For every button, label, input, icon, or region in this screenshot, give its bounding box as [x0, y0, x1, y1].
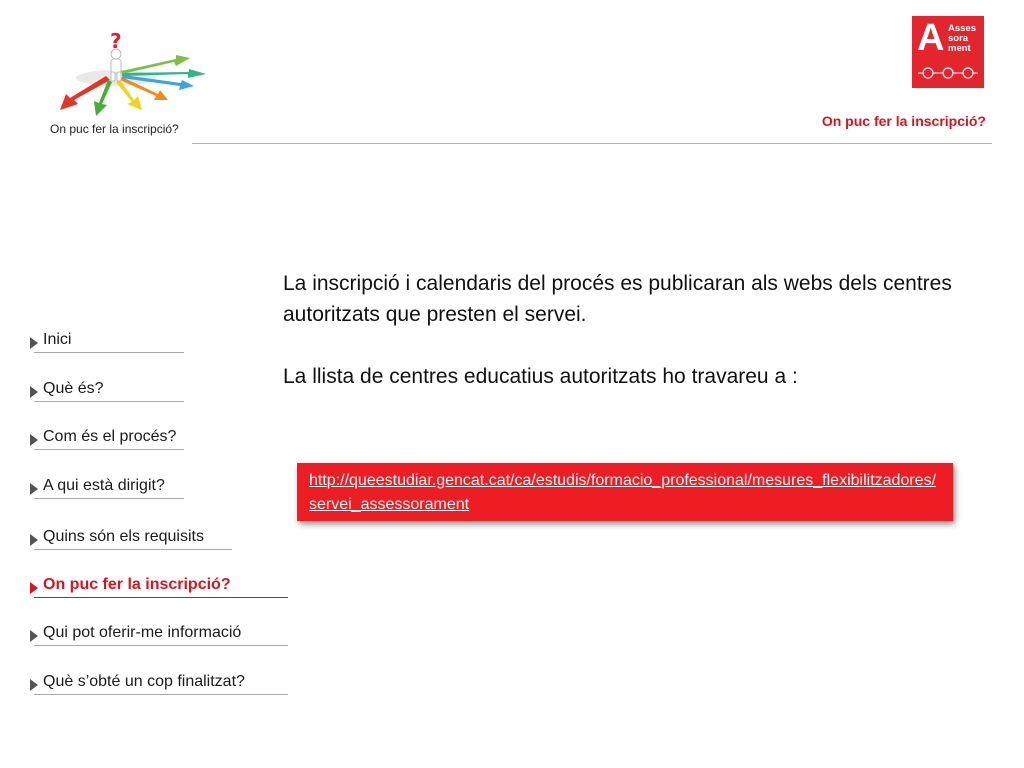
- main-content: [283, 268, 983, 392]
- logo-caption: On puc fer la inscripció?: [50, 122, 179, 136]
- nav-item-label: Quins són els requisits: [43, 528, 204, 545]
- brand-wordmark: [948, 24, 976, 54]
- nav-underline: [34, 549, 232, 550]
- nav-item-label: Com és el procés?: [43, 428, 177, 445]
- nav-item-label: Què és?: [43, 380, 104, 397]
- brand-word-line: sora: [948, 33, 969, 44]
- logo-illustration: [52, 28, 212, 120]
- nav-item-label: A qui està dirigit?: [43, 477, 165, 494]
- arrow-right-icon: [28, 482, 40, 496]
- nav-item-label: On puc fer la inscripció?: [43, 576, 231, 593]
- nav-item-label: Què s’obté un cop finalitzat?: [43, 673, 245, 690]
- nav-underline: [34, 498, 184, 499]
- nav-underline: [34, 597, 288, 598]
- link-box: [297, 463, 953, 521]
- page-title: On puc fer la inscripció?: [821, 113, 986, 129]
- nav-underline: [34, 401, 184, 402]
- arrow-right-icon: [28, 433, 40, 447]
- arrow-right-icon: [28, 678, 40, 692]
- brand-word-line: Asses: [948, 23, 976, 34]
- question-figure-icon: [52, 28, 212, 120]
- paragraph-centres-list: La llista de centres educatius autoritzats ho travareu a :: [283, 365, 798, 388]
- nav-item-label: Inici: [43, 331, 72, 348]
- svg-text:?: ?: [110, 29, 122, 53]
- centres-list-link[interactable]: http://queestudiar.gencat.cat/ca/estudis/formacio_professional/mesures_flexibilitzadores/servei_assessorament: [309, 472, 937, 513]
- brand-letter: A: [917, 17, 945, 59]
- chain-links-icon: [918, 66, 978, 80]
- arrow-right-icon: [28, 533, 40, 547]
- brand-logo: [912, 16, 984, 88]
- nav-underline: [34, 645, 288, 646]
- nav-underline: [34, 449, 184, 450]
- arrow-right-icon: [28, 385, 40, 399]
- paragraph-registration-info: La inscripció i calendaris del procés es publicaran als webs dels centres autoritzats que presten el servei.: [283, 272, 952, 326]
- nav-underline: [34, 694, 288, 695]
- arrow-right-icon: [28, 581, 40, 595]
- brand-word-line: ment: [948, 43, 971, 54]
- nav-item-label: Qui pot oferir-me informació: [43, 624, 242, 641]
- header-divider: [192, 143, 992, 144]
- arrow-right-icon: [28, 336, 40, 350]
- arrow-right-icon: [28, 629, 40, 643]
- nav-underline: [34, 352, 184, 353]
